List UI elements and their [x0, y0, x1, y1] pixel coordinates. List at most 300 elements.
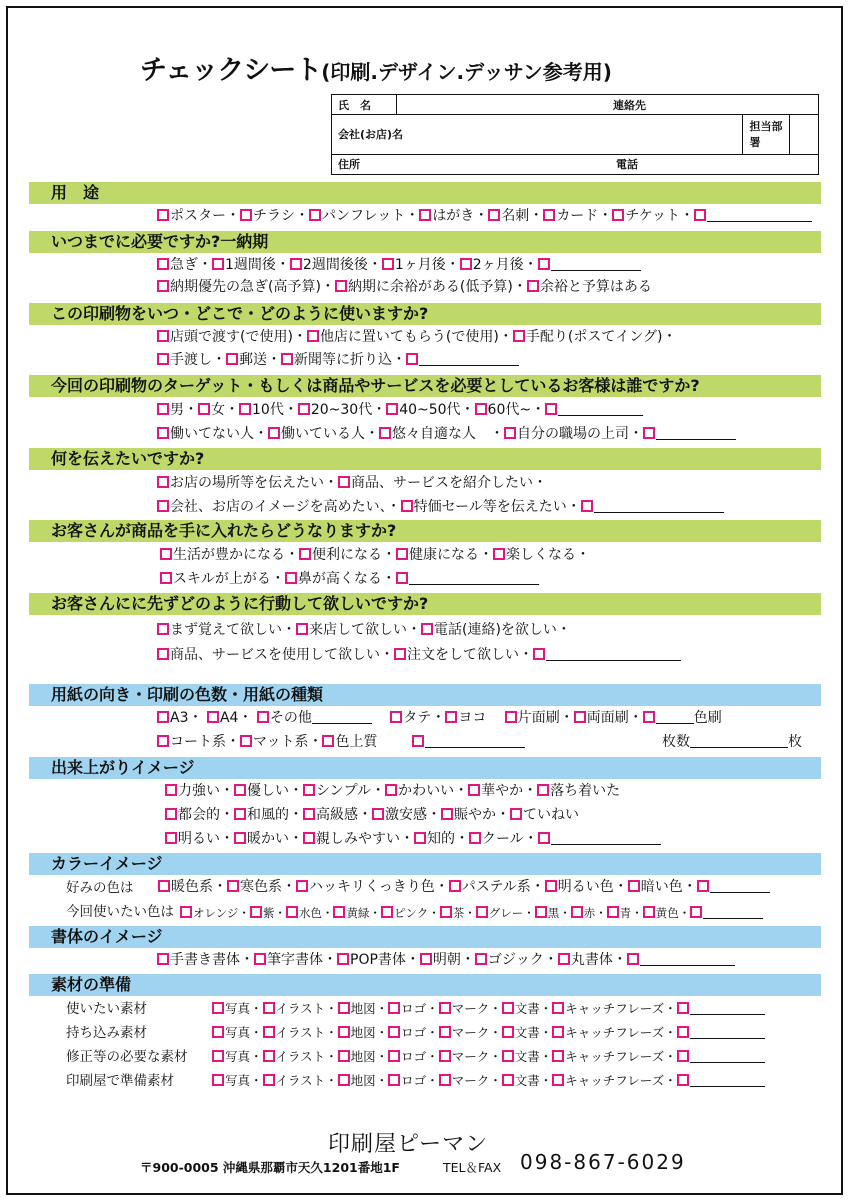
checkbox[interactable]	[338, 1074, 350, 1086]
blank-line[interactable]	[640, 952, 735, 966]
color-label-2: 今回使いたい色は	[66, 904, 174, 920]
checkbox[interactable]	[421, 623, 433, 635]
checkbox[interactable]	[502, 1050, 514, 1062]
checkbox[interactable]	[386, 403, 398, 415]
name-field[interactable]	[397, 95, 819, 115]
option-label: 楽しくなる・	[506, 547, 590, 563]
option-label: ピンク・	[393, 906, 440, 920]
option-label: 10代・	[252, 402, 298, 418]
section-finish: 出来上がりイメージ	[29, 757, 821, 779]
checkbox[interactable]	[527, 280, 539, 292]
checkbox[interactable]	[198, 403, 210, 415]
checkbox[interactable]	[545, 880, 557, 892]
checkbox[interactable]	[338, 1002, 350, 1014]
font-options	[157, 951, 735, 969]
checkbox[interactable]	[401, 500, 413, 512]
checkbox[interactable]	[440, 906, 452, 918]
blank-line[interactable]	[546, 647, 681, 661]
material-options-4	[212, 1072, 765, 1090]
checkbox[interactable]	[449, 880, 461, 892]
section-font: 書体のイメージ	[29, 926, 821, 948]
blank-line[interactable]	[551, 831, 661, 845]
blank-line[interactable]	[690, 1001, 765, 1015]
checkbox[interactable]	[227, 880, 239, 892]
finish-options-2	[165, 806, 579, 824]
checkbox[interactable]	[643, 711, 655, 723]
option-label: 筆字書体・	[267, 952, 337, 968]
phone-label: 電話	[616, 158, 638, 172]
checkbox[interactable]	[504, 427, 516, 439]
option-label: ロゴ・	[401, 1049, 439, 1064]
option-label: 1週間後・	[225, 257, 290, 273]
shop-name: 印刷屋ピーマン	[328, 1132, 489, 1157]
checkbox[interactable]	[303, 784, 315, 796]
option-label: 茶・	[452, 906, 476, 920]
blank-line[interactable]	[690, 1049, 765, 1063]
option-label: 明るい色・	[557, 879, 628, 895]
option-label: ロゴ・	[401, 1001, 439, 1016]
checkbox[interactable]	[372, 808, 384, 820]
checkbox[interactable]	[286, 906, 298, 918]
target-options-1	[157, 401, 643, 419]
checkbox[interactable]	[381, 906, 393, 918]
checkbox[interactable]	[488, 209, 500, 221]
blank-line[interactable]	[551, 257, 641, 271]
checkbox[interactable]	[239, 403, 251, 415]
option-label: パンフレット・	[322, 208, 420, 224]
option-label: 2ヶ月後・	[472, 257, 538, 273]
checkbox[interactable]	[694, 209, 706, 221]
option-label: 青・	[619, 906, 643, 920]
option-label: 文書・	[514, 1001, 553, 1016]
checkbox[interactable]	[296, 623, 308, 635]
option-label: はがき・	[432, 208, 489, 224]
checkbox[interactable]	[439, 1026, 451, 1038]
checkbox[interactable]	[160, 548, 172, 560]
option-label: 紫・	[262, 906, 286, 920]
department-label: 担当部署	[743, 115, 790, 154]
checkbox[interactable]	[643, 427, 655, 439]
option-label: 落ち着いた	[550, 783, 621, 799]
section-paper: 用紙の向き・印刷の色数・用紙の種類	[29, 684, 821, 706]
option-label: 手書き書体・	[170, 952, 254, 968]
checkbox[interactable]	[552, 1026, 564, 1038]
checkbox[interactable]	[263, 1002, 275, 1014]
checkbox[interactable]	[388, 1002, 400, 1014]
blank-line[interactable]	[703, 905, 763, 919]
checkbox[interactable]	[212, 1074, 224, 1086]
checkbox[interactable]	[157, 476, 169, 488]
checkbox[interactable]	[281, 353, 293, 365]
material-label-2: 持ち込み素材	[66, 1025, 147, 1041]
option-label: 丸書体・	[570, 952, 627, 968]
checkbox[interactable]	[677, 1002, 689, 1014]
checkbox[interactable]	[338, 1050, 350, 1062]
option-label: 40~50代・	[399, 402, 475, 418]
checkbox[interactable]	[460, 258, 472, 270]
option-label: 寒色系・	[240, 879, 296, 895]
option-label: 地図・	[350, 1025, 389, 1040]
material-options-1	[212, 1000, 765, 1018]
option-label: キャッチフレーズ・	[565, 1025, 677, 1040]
checkbox[interactable]	[388, 1074, 400, 1086]
checkbox[interactable]	[234, 832, 246, 844]
checkbox[interactable]	[607, 906, 619, 918]
checkbox[interactable]	[388, 1026, 400, 1038]
checkbox[interactable]	[502, 1074, 514, 1086]
checkbox[interactable]	[268, 427, 280, 439]
checkbox[interactable]	[263, 1026, 275, 1038]
section-color: カラーイメージ	[29, 853, 821, 875]
checkbox[interactable]	[552, 1074, 564, 1086]
option-label: マーク・	[451, 1073, 502, 1088]
company-label: 会社(お店)名	[332, 115, 743, 154]
color-options-1	[158, 878, 770, 896]
option-label: 自分の職場の上司・	[517, 426, 643, 442]
option-label: 働いてない人・	[170, 426, 268, 442]
tel-label: TEL＆FAX	[443, 1160, 502, 1175]
option-label: 黄緑・	[346, 906, 381, 920]
checkbox[interactable]	[157, 623, 169, 635]
checkbox[interactable]	[263, 1050, 275, 1062]
option-label: 文書・	[514, 1025, 553, 1040]
option-label: 激安感・	[385, 807, 441, 823]
option-label: 電話(連絡)を欲しい・	[434, 622, 571, 638]
option-label: 60代~・	[487, 402, 546, 418]
checkbox[interactable]	[157, 735, 169, 747]
option-label: 働いている人・	[281, 426, 379, 442]
option-label: 2週間後後・	[302, 257, 382, 273]
option-label: スキルが上がる・	[173, 571, 285, 587]
checkbox[interactable]	[296, 880, 308, 892]
checkbox[interactable]	[445, 711, 457, 723]
checkbox[interactable]	[581, 500, 593, 512]
option-label: キャッチフレーズ・	[565, 1001, 677, 1016]
option-label: まず覚えて欲しい・	[170, 622, 296, 638]
option-label: 会社、お店のイメージを高めたい、・	[170, 499, 401, 515]
checkbox[interactable]	[212, 1050, 224, 1062]
option-label: カード・	[556, 208, 613, 224]
checkbox[interactable]	[612, 209, 624, 221]
paper-options-2: コート系・ マット系・ 色上質	[157, 733, 525, 751]
checkbox[interactable]	[419, 209, 431, 221]
checkbox[interactable]	[157, 258, 169, 270]
option-label: 写真・	[225, 1049, 263, 1064]
checkbox[interactable]	[207, 711, 219, 723]
checkbox[interactable]	[493, 548, 505, 560]
checkbox[interactable]	[388, 1050, 400, 1062]
title-main: チェックシート	[140, 55, 322, 86]
checkbox[interactable]	[697, 880, 709, 892]
finish-options-1	[165, 782, 620, 800]
checkbox[interactable]	[333, 906, 345, 918]
option-label: 名刺・	[501, 208, 544, 224]
checkbox[interactable]	[160, 572, 172, 584]
customer-info-table	[331, 94, 819, 175]
page-title	[140, 48, 612, 87]
blank-line[interactable]	[690, 1073, 765, 1087]
address-label: 住所	[338, 158, 360, 172]
checkbox[interactable]	[303, 832, 315, 844]
checkbox[interactable]	[165, 784, 177, 796]
checkbox[interactable]	[475, 953, 487, 965]
checkbox[interactable]	[394, 648, 406, 660]
checkbox[interactable]	[513, 330, 525, 342]
checkbox[interactable]	[157, 280, 169, 292]
checkbox[interactable]	[240, 735, 252, 747]
section-action: お客さんにに先ずどのように行動して欲しいですか?	[29, 593, 821, 615]
checkbox[interactable]	[338, 1026, 350, 1038]
checkbox[interactable]	[396, 548, 408, 560]
checkbox[interactable]	[250, 906, 262, 918]
checkbox[interactable]	[574, 711, 586, 723]
checkbox[interactable]	[571, 906, 583, 918]
checkbox[interactable]	[441, 808, 453, 820]
blank-line[interactable]	[419, 352, 519, 366]
material-label-3: 修正等の必要な素材	[66, 1049, 188, 1065]
checkbox[interactable]	[234, 784, 246, 796]
option-label: 余裕と予算はある	[539, 279, 652, 295]
checkbox[interactable]	[382, 258, 394, 270]
option-label: 黒・	[547, 906, 571, 920]
checkbox[interactable]	[212, 1002, 224, 1014]
option-label: パステル系・	[461, 879, 545, 895]
checkbox[interactable]	[337, 953, 349, 965]
blank-line[interactable]	[690, 734, 788, 748]
deadline-options-2	[157, 278, 652, 296]
after-options-1	[160, 546, 590, 564]
checkbox[interactable]	[475, 403, 487, 415]
option-label: イラスト・	[275, 1025, 338, 1040]
checkbox[interactable]	[212, 1026, 224, 1038]
blank-line[interactable]	[558, 402, 643, 416]
option-label: キャッチフレーズ・	[565, 1073, 677, 1088]
option-label: 手配り(ポスてイング)・	[525, 329, 677, 345]
option-label: ゴジック・	[487, 952, 558, 968]
checkbox[interactable]	[545, 403, 557, 415]
checkbox[interactable]	[157, 711, 169, 723]
checkbox[interactable]	[552, 1002, 564, 1014]
checkbox[interactable]	[335, 280, 347, 292]
checkbox[interactable]	[543, 209, 555, 221]
material-label-4: 印刷屋で準備素材	[66, 1073, 174, 1089]
checkbox[interactable]	[299, 548, 311, 560]
checkbox[interactable]	[285, 572, 297, 584]
option-label: イラスト・	[275, 1073, 338, 1088]
checkbox[interactable]	[502, 1026, 514, 1038]
checkbox[interactable]	[226, 353, 238, 365]
option-label: 健康になる・	[409, 547, 493, 563]
option-label: 賑やか・	[454, 807, 510, 823]
paper-options-1: A3・ A4・ その他 タテ・ ヨコ 片面刷・ 両面刷・ 色刷	[157, 709, 722, 727]
checkbox[interactable]	[157, 209, 169, 221]
after-options-2	[160, 570, 539, 588]
section-after: お客さんが商品を手に入れたらどうなりますか?	[29, 520, 821, 542]
option-label: ロゴ・	[401, 1025, 439, 1040]
option-label: 暗い色・	[640, 879, 697, 895]
checkbox[interactable]	[396, 572, 408, 584]
checkbox[interactable]	[505, 711, 517, 723]
checkbox[interactable]	[257, 711, 269, 723]
option-label: イラスト・	[275, 1001, 338, 1016]
option-label: ポスター・	[170, 208, 240, 224]
option-label: イラスト・	[275, 1049, 338, 1064]
blank-line[interactable]	[425, 734, 525, 748]
option-label: 高級感・	[316, 807, 372, 823]
option-label: 生活が豊かになる・	[173, 547, 299, 563]
blank-line[interactable]	[312, 710, 372, 724]
checkbox[interactable]	[157, 953, 169, 965]
checkbox[interactable]	[439, 1074, 451, 1086]
checkbox[interactable]	[677, 1026, 689, 1038]
checkbox[interactable]	[298, 403, 310, 415]
paper-count: 枚数 枚	[662, 734, 802, 750]
where-options-1	[157, 328, 677, 346]
finish-options-3	[165, 830, 661, 848]
blank-line[interactable]	[710, 879, 770, 893]
option-label: クール・	[482, 831, 538, 847]
checkbox[interactable]	[157, 500, 169, 512]
checkbox[interactable]	[677, 1074, 689, 1086]
option-label: オレンジ・	[193, 906, 250, 920]
blank-line[interactable]	[707, 208, 812, 222]
department-field[interactable]	[790, 115, 819, 154]
option-label: 急ぎ・	[170, 257, 212, 273]
option-label: 1ヶ月後・	[394, 257, 460, 273]
option-label: 来店して欲しい・	[309, 622, 421, 638]
checkbox[interactable]	[535, 906, 547, 918]
checkbox[interactable]	[385, 784, 397, 796]
option-label: 写真・	[225, 1025, 263, 1040]
checkbox[interactable]	[439, 1050, 451, 1062]
material-options-3	[212, 1048, 765, 1066]
checkbox[interactable]	[537, 784, 549, 796]
checkbox[interactable]	[157, 353, 169, 365]
option-label: 女・	[211, 402, 239, 418]
checkbox[interactable]	[502, 1002, 514, 1014]
material-options-2	[212, 1024, 765, 1042]
checkbox[interactable]	[628, 880, 640, 892]
option-label: 都会的・	[178, 807, 234, 823]
checkbox[interactable]	[406, 353, 418, 365]
checkbox[interactable]	[254, 953, 266, 965]
option-label: チケット・	[625, 208, 695, 224]
blank-line[interactable]	[656, 426, 736, 440]
option-label: 店頭で渡す(で使用)・	[170, 329, 307, 345]
checkbox[interactable]	[379, 427, 391, 439]
checkbox[interactable]	[627, 953, 639, 965]
checkbox[interactable]	[309, 209, 321, 221]
checkbox[interactable]	[690, 906, 702, 918]
option-label: 便利になる・	[312, 547, 396, 563]
shop-address: 〒900-0005 沖縄県那覇市天久1201番地1F	[140, 1160, 400, 1175]
target-options-2	[157, 425, 736, 443]
color-options-2	[180, 904, 763, 922]
checkbox[interactable]	[510, 808, 522, 820]
option-label: 特価セール等を伝えたい・	[413, 499, 581, 515]
option-label: かわいい・	[398, 783, 469, 799]
address-field[interactable]	[332, 154, 819, 174]
checkbox[interactable]	[234, 808, 246, 820]
checkbox[interactable]	[468, 784, 480, 796]
checkbox[interactable]	[677, 1050, 689, 1062]
checkbox[interactable]	[212, 258, 224, 270]
checkbox[interactable]	[469, 832, 481, 844]
option-label: 地図・	[350, 1049, 389, 1064]
blank-line[interactable]	[690, 1025, 765, 1039]
checkbox[interactable]	[165, 832, 177, 844]
checkbox[interactable]	[307, 330, 319, 342]
option-label: 和風的・	[247, 807, 303, 823]
section-target: 今回の印刷物のターゲット・もしくは商品やサービスを必要としているお客様は誰ですか?	[29, 375, 821, 397]
checkbox[interactable]	[414, 832, 426, 844]
checkbox[interactable]	[157, 330, 169, 342]
checkbox[interactable]	[552, 1050, 564, 1062]
checkbox[interactable]	[538, 258, 550, 270]
checkbox[interactable]	[157, 427, 169, 439]
checkbox[interactable]	[158, 880, 170, 892]
checkbox[interactable]	[533, 648, 545, 660]
option-label: ていねい	[523, 807, 579, 823]
blank-line[interactable]	[409, 571, 539, 585]
option-label: 水色・	[298, 906, 334, 920]
name-label: 氏 名	[332, 95, 397, 115]
option-label: シンプル・	[316, 783, 386, 799]
checkbox[interactable]	[165, 808, 177, 820]
option-label: 手渡し・	[170, 352, 226, 368]
option-label: マーク・	[451, 1001, 502, 1016]
checkbox[interactable]	[338, 476, 350, 488]
message-options-1	[157, 474, 547, 492]
checkbox[interactable]	[538, 832, 550, 844]
option-label: 商品、サービスを使用して欲しい・	[170, 647, 394, 663]
checkbox[interactable]	[263, 1074, 275, 1086]
checkbox[interactable]	[157, 403, 169, 415]
checkbox[interactable]	[303, 808, 315, 820]
checkbox[interactable]	[180, 906, 192, 918]
title-sub: (印刷.デザイン.デッサン参考用)	[321, 60, 612, 84]
checkbox[interactable]	[157, 648, 169, 660]
contact-label: 連絡先	[613, 98, 646, 112]
checkbox[interactable]	[322, 735, 334, 747]
option-label: ハッキリくっきり色・	[309, 879, 449, 895]
option-label: 注文をして欲しい・	[407, 647, 533, 663]
option-label: 華やか・	[481, 783, 538, 799]
checkbox[interactable]	[290, 258, 302, 270]
option-label: POP書体・	[350, 952, 420, 968]
checkbox[interactable]	[439, 1002, 451, 1014]
option-label: 商品、サービスを紹介したい・	[351, 475, 547, 491]
blank-line[interactable]	[656, 710, 694, 724]
checkbox[interactable]	[390, 711, 402, 723]
where-options-2	[157, 351, 519, 369]
option-label: ロゴ・	[401, 1073, 439, 1088]
option-label: チラシ・	[253, 208, 309, 224]
option-label: 明朝・	[432, 952, 475, 968]
deadline-options-1	[157, 256, 641, 274]
option-label: 文書・	[514, 1073, 553, 1088]
section-deadline: いつまでに必要ですか?一納期	[29, 231, 821, 253]
blank-line[interactable]	[594, 499, 724, 513]
checkbox[interactable]	[240, 209, 252, 221]
checkbox[interactable]	[412, 735, 424, 747]
checkbox[interactable]	[643, 906, 655, 918]
checkbox[interactable]	[476, 906, 488, 918]
checkbox[interactable]	[558, 953, 570, 965]
option-label: 文書・	[514, 1049, 553, 1064]
section-materials: 素材の準備	[29, 974, 821, 996]
checkbox[interactable]	[420, 953, 432, 965]
